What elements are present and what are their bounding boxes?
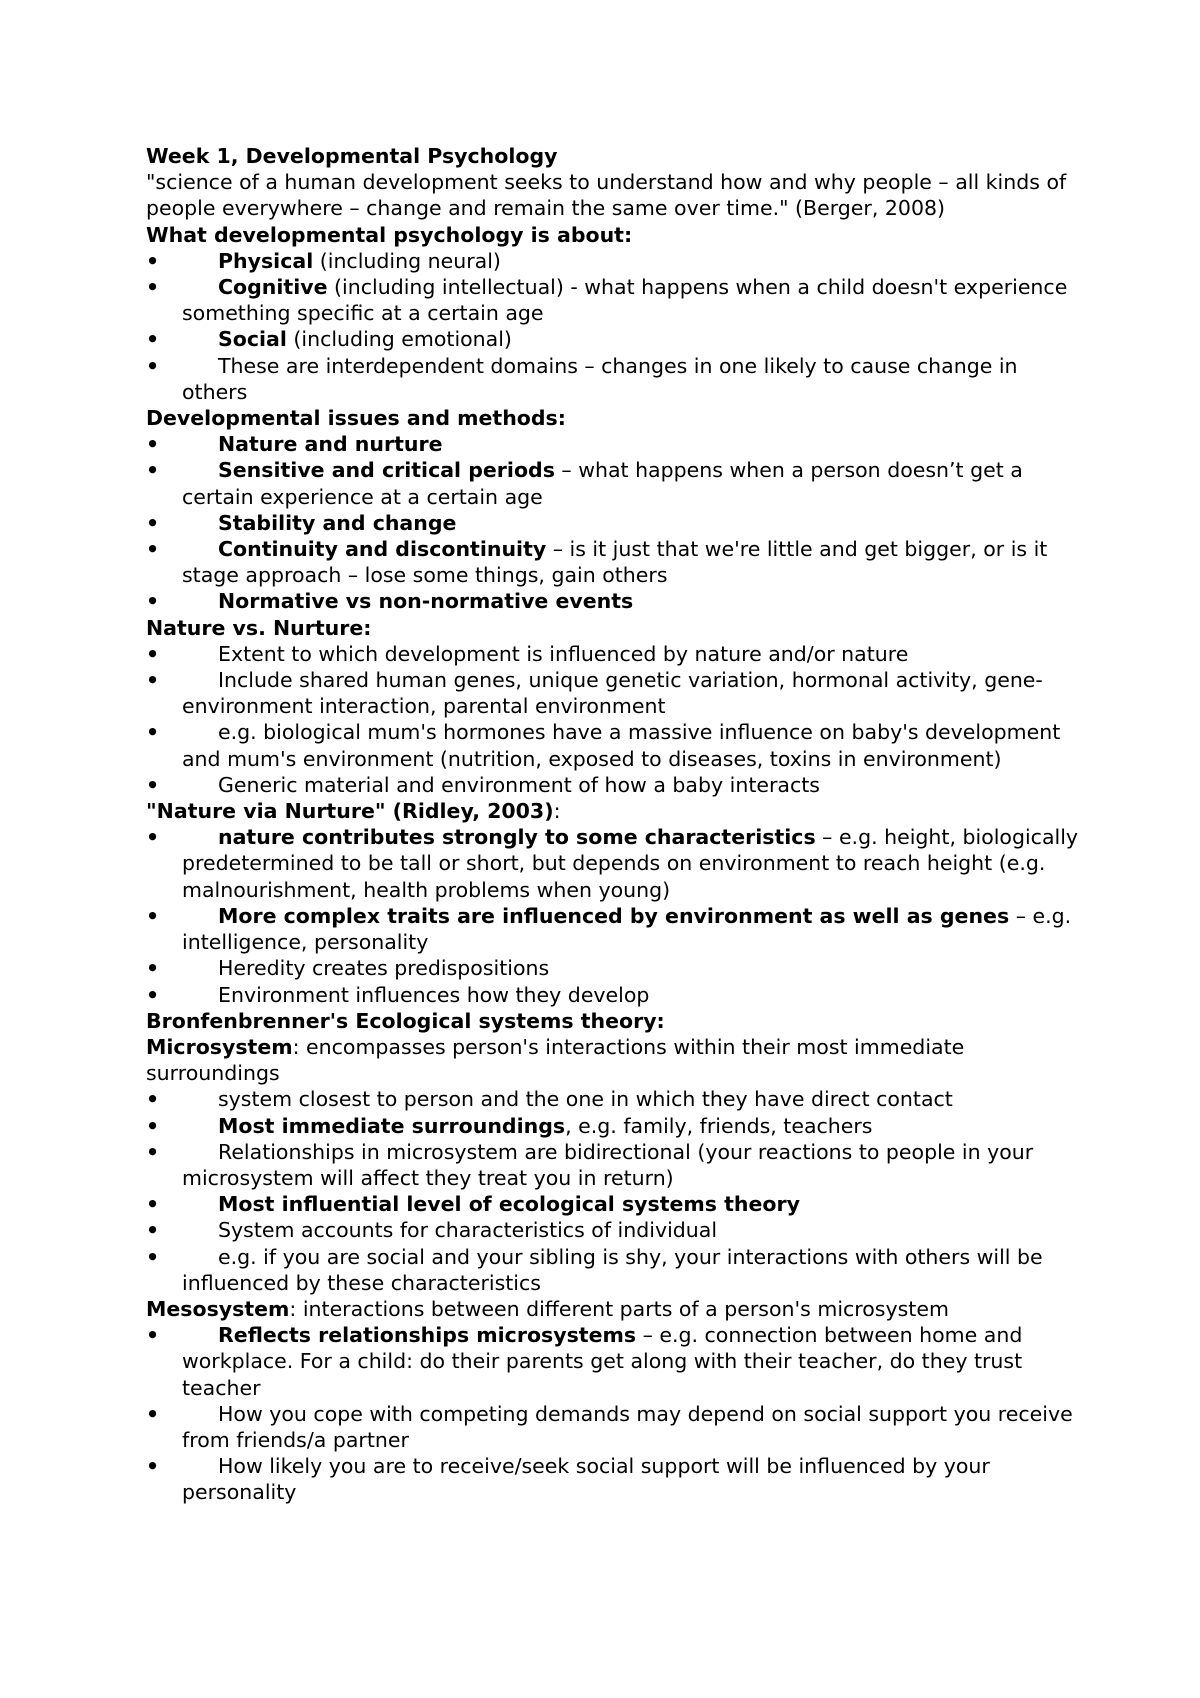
bullet-glyph: • xyxy=(146,641,160,666)
bullet-glyph: • xyxy=(146,1401,160,1426)
list-item xyxy=(146,326,1080,352)
list-item-detail: (including intellectual) - what happens when a child doesn't experience something specific at a certain age xyxy=(182,275,1068,326)
list-item-bold: Most immediate surroundings xyxy=(218,1113,566,1138)
list-item xyxy=(146,431,1080,457)
list-item xyxy=(146,1322,1080,1401)
list-item xyxy=(146,903,1080,955)
bullet-glyph: • xyxy=(146,327,160,352)
bullet-glyph: • xyxy=(146,510,160,535)
bullet-glyph: • xyxy=(146,1323,160,1348)
section-heading-text: "Nature via Nurture" (Ridley, 2003) xyxy=(146,799,554,824)
microsystem-section xyxy=(146,1034,1080,1296)
list-item xyxy=(146,588,1080,614)
sections-container xyxy=(146,222,1080,1034)
list-item-detail: Extent to which development is influenced by nature and/or nature xyxy=(218,641,909,666)
micro-definition xyxy=(146,1034,1080,1086)
micro-term: Microsystem xyxy=(146,1034,293,1059)
meso-term: Mesosystem xyxy=(146,1296,290,1321)
section-heading xyxy=(146,222,1080,248)
list-item-text xyxy=(182,1086,1080,1112)
meso-def-text: : interactions between different parts of a person's microsystem xyxy=(289,1296,949,1321)
list-item xyxy=(146,274,1080,326)
bullet-glyph: • xyxy=(146,275,160,300)
section-heading-suffix: : xyxy=(553,799,561,824)
list-item xyxy=(146,1086,1080,1112)
list-item xyxy=(146,353,1080,405)
list-item-text xyxy=(182,903,1080,955)
list-item-bold: Nature and nurture xyxy=(218,432,443,457)
list-item-bold: Continuity and discontinuity xyxy=(218,537,547,562)
list-item-text xyxy=(182,588,1080,614)
bullet-glyph: • xyxy=(146,903,160,928)
list-item xyxy=(146,1139,1080,1191)
bullet-glyph: • xyxy=(146,353,160,378)
bullet-glyph: • xyxy=(146,1218,160,1243)
list-item-text xyxy=(182,431,1080,457)
list-item-text xyxy=(182,1113,1080,1139)
list-item-detail: Generic material and environment of how a baby interacts xyxy=(218,772,820,797)
bullet-glyph: • xyxy=(146,772,160,797)
list-item xyxy=(146,667,1080,719)
list-item-bold: Stability and change xyxy=(218,510,457,535)
list-item-text xyxy=(182,1401,1080,1453)
list-item xyxy=(146,1453,1080,1505)
list-item-bold: More complex traits are influenced by environment as well as genes xyxy=(218,903,1010,928)
bullet-glyph: • xyxy=(146,589,160,614)
list-item-text xyxy=(182,457,1080,509)
list-item-bold: Cognitive xyxy=(218,275,328,300)
list-item xyxy=(146,248,1080,274)
list-item-detail: These are interdependent domains – changes in one likely to cause change in others xyxy=(182,353,1018,404)
section-heading xyxy=(146,1008,1080,1034)
list-item-detail: (including emotional) xyxy=(286,327,512,352)
list-item-detail: – what happens when a person doesn’t get a certain experience at a certain age xyxy=(182,458,1023,509)
list-item-detail: How you cope with competing demands may depend on social support you receive from friends/a partner xyxy=(182,1401,1073,1452)
list-item-text xyxy=(182,1217,1080,1243)
section-heading xyxy=(146,405,1080,431)
list-item-detail: – e.g. connection between home and workplace. For a child: do their parents get along with their teacher, do they trust teacher xyxy=(182,1323,1023,1400)
list-item-bold: Most influential level of ecological systems theory xyxy=(218,1192,800,1217)
list-item xyxy=(146,824,1080,903)
list-item-text xyxy=(182,510,1080,536)
section-heading xyxy=(146,798,1080,824)
bullet-glyph: • xyxy=(146,1113,160,1138)
list-item-detail: , e.g. family, friends, teachers xyxy=(565,1113,873,1138)
bullet-glyph: • xyxy=(146,458,160,483)
list-item-detail: Include shared human genes, unique genetic variation, hormonal activity, gene-environment interaction, parental environment xyxy=(182,668,1043,719)
list-item-detail: System accounts for characteristics of individual xyxy=(218,1218,718,1243)
list-item xyxy=(146,1113,1080,1139)
list-item-bold: Normative vs non-normative events xyxy=(218,589,634,614)
list-item xyxy=(146,536,1080,588)
bullet-glyph: • xyxy=(146,956,160,981)
section-heading-text: Developmental issues and methods: xyxy=(146,406,566,431)
list-item-text xyxy=(182,1453,1080,1505)
list-item xyxy=(146,955,1080,981)
list-item-bold: Social xyxy=(218,327,287,352)
list-item-detail: – e.g. height, biologically predetermined to be tall or short, but depends on environment to reach height (e.g. malnourishment, health problems when young) xyxy=(182,825,1079,902)
list-item-text xyxy=(182,982,1080,1008)
list-item xyxy=(146,1217,1080,1243)
list-item xyxy=(146,982,1080,1008)
intro-quote: "science of a human development seeks to understand how and why people – all kinds of people everywhere – change and remain the same over time." (Berger, 2008) xyxy=(146,170,1067,221)
document-title: Week 1, Developmental Psychology xyxy=(146,144,558,168)
bullet-glyph: • xyxy=(146,1244,160,1269)
meso-definition xyxy=(146,1296,1080,1322)
bullet-glyph: • xyxy=(146,1454,160,1479)
section-heading-text: Bronfenbrenner's Ecological systems theory: xyxy=(146,1008,665,1033)
list-item-detail: Relationships in microsystem are bidirectional (your reactions to people in your microsystem will affect they treat you in return) xyxy=(182,1139,1034,1190)
bullet-glyph: • xyxy=(146,537,160,562)
bullet-glyph: • xyxy=(146,1139,160,1164)
list-item-detail: (including neural) xyxy=(313,248,501,273)
list-item xyxy=(146,772,1080,798)
list-item-text xyxy=(182,536,1080,588)
list-item xyxy=(146,1401,1080,1453)
list-item-text xyxy=(182,248,1080,274)
list-item xyxy=(146,457,1080,509)
bullet-glyph: • xyxy=(146,720,160,745)
list-item-bold: Physical xyxy=(218,248,314,273)
list-item-detail: Heredity creates predispositions xyxy=(218,956,550,981)
list-item-bold: Reflects relationships microsystems xyxy=(218,1323,637,1348)
list-item-text xyxy=(182,1244,1080,1296)
mesosystem-section xyxy=(146,1296,1080,1506)
list-item-text xyxy=(182,1322,1080,1401)
list-item-bold: nature contributes strongly to some characteristics xyxy=(218,825,816,850)
list-item-text xyxy=(182,772,1080,798)
bullet-glyph: • xyxy=(146,432,160,457)
list-item-detail: system closest to person and the one in which they have direct contact xyxy=(218,1087,953,1112)
section-heading-text: Nature vs. Nurture: xyxy=(146,615,372,640)
list-item-detail: e.g. if you are social and your sibling is shy, your interactions with others will be influenced by these characteristics xyxy=(182,1244,1043,1295)
list-item-text xyxy=(182,353,1080,405)
list-item-detail: Environment influences how they develop xyxy=(218,982,650,1007)
bullet-glyph: • xyxy=(146,1087,160,1112)
section-heading-text: What developmental psychology is about: xyxy=(146,222,633,247)
list-item-detail: How likely you are to receive/seek social support will be influenced by your personality xyxy=(182,1454,990,1505)
list-item-detail: – is it just that we're little and get bigger, or is it stage approach – lose some things, gain others xyxy=(182,537,1048,588)
list-item-text xyxy=(182,667,1080,719)
list-item-bold: Sensitive and critical periods xyxy=(218,458,555,483)
micro-def-text: : encompasses person's interactions within their most immediate surroundings xyxy=(146,1034,965,1086)
list-item xyxy=(146,510,1080,536)
list-item-detail: e.g. biological mum's hormones have a massive influence on baby's development and mum's environment (nutrition, exposed to diseases, toxins in environment) xyxy=(182,720,1061,771)
list-item-text xyxy=(182,824,1080,903)
bullet-glyph: • xyxy=(146,1192,160,1217)
list-item-text xyxy=(182,1191,1080,1217)
bullet-glyph: • xyxy=(146,668,160,693)
list-item-text xyxy=(182,641,1080,667)
list-item-text xyxy=(182,1139,1080,1191)
list-item xyxy=(146,1244,1080,1296)
list-item-text xyxy=(182,955,1080,981)
list-item-text xyxy=(182,274,1080,326)
list-item-text xyxy=(182,719,1080,771)
list-item-text xyxy=(182,326,1080,352)
list-item xyxy=(146,641,1080,667)
bullet-glyph: • xyxy=(146,982,160,1007)
list-item-detail: – e.g. intelligence, personality xyxy=(182,903,1072,955)
list-item xyxy=(146,1191,1080,1217)
list-item xyxy=(146,719,1080,771)
bullet-glyph: • xyxy=(146,825,160,850)
bullet-glyph: • xyxy=(146,248,160,273)
section-heading xyxy=(146,615,1080,641)
